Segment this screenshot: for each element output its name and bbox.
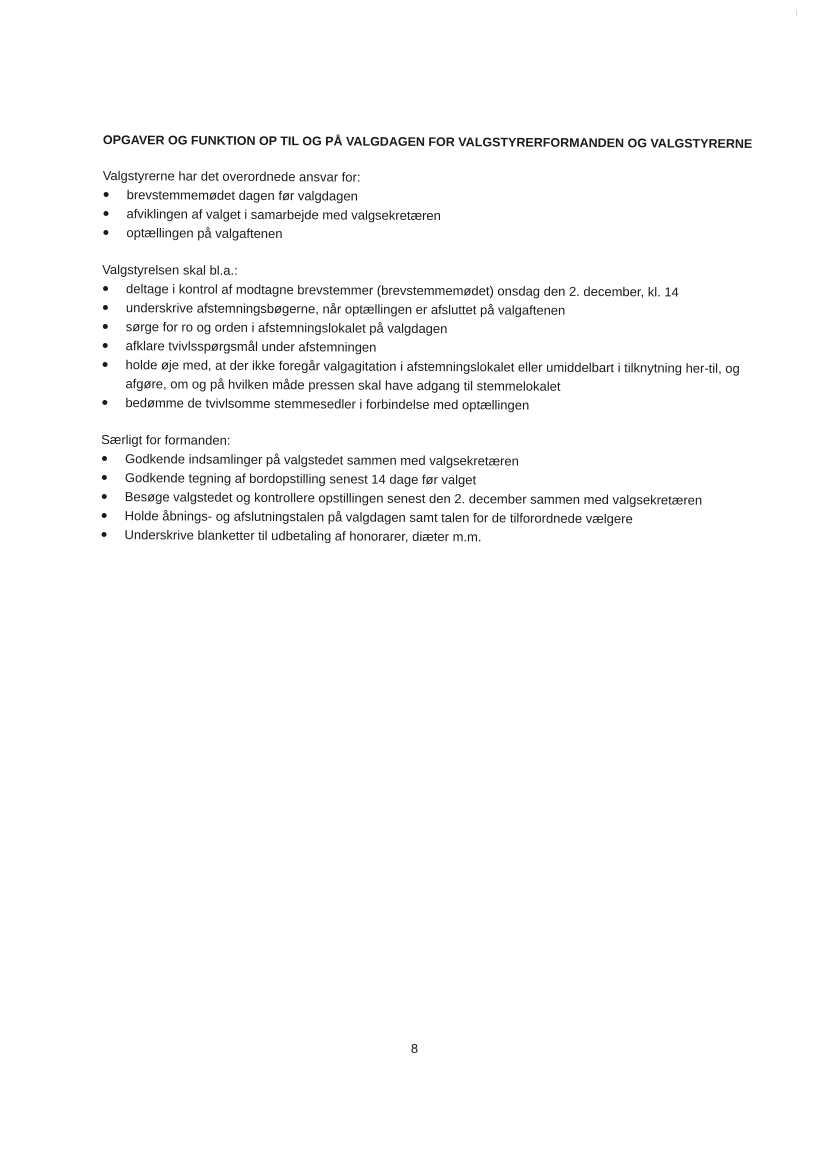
- section-valgstyrerne: [102, 166, 742, 246]
- list-item-text: Underskrive blanketter til udbetaling af honorarer, diæter m.m.: [124, 527, 482, 545]
- list-item-text: holde øje med, at der ikke foregår valgagitation i afstemningslokalet eller umiddelbart i tilknytning her-til, og afgøre, om og på hvilken måde pressen skal have adgang til stemmelokalet: [125, 357, 740, 394]
- list-item-text: sørge for ro og orden i afstemningslokalet på valgdagen: [125, 319, 448, 337]
- list-item-text: underskrive afstemningsbøgerne, når optællingen er afsluttet på valgaftenen: [125, 300, 566, 318]
- list-item: [101, 393, 741, 416]
- list-item-text: Godkende indsamlinger på valgstedet sammen med valgsekretæren: [124, 451, 519, 469]
- bullet-icon: [103, 230, 108, 235]
- bullet-list: [102, 185, 742, 246]
- bullet-icon: [103, 305, 108, 310]
- bullet-icon: [102, 475, 107, 480]
- list-item-text: brevstemmemødet dagen før valgdagen: [126, 187, 358, 204]
- section-intro: Valgstyrelsen skal bl.a.:: [102, 261, 238, 278]
- bullet-icon: [103, 343, 108, 348]
- scan-mark: [796, 10, 797, 16]
- bullet-icon: [102, 494, 107, 499]
- list-item-text: Holde åbnings- og afslutningstalen på valgdagen samt talen for de tilforordnede vælgere: [124, 508, 633, 527]
- document-heading: OPGAVER OG FUNKTION OP TIL OG PÅ VALGDAGEN FOR VALGSTYRERFORMANDEN OG VALGSTYRERNE: [102, 133, 753, 151]
- document-body: [100, 133, 753, 566]
- bullet-icon: [102, 456, 107, 461]
- bullet-icon: [103, 324, 108, 329]
- list-item-text: optællingen på valgaftenen: [126, 225, 283, 242]
- bullet-icon: [103, 286, 108, 291]
- list-item-text: Besøge valgstedet og kontrollere opstillingen senest den 2. december sammen med valgsekretæren: [124, 489, 703, 508]
- bullet-icon: [102, 400, 107, 405]
- list-item-text: bedømme de tvivlsomme stemmesedler i forbindelse med optællingen: [125, 395, 530, 413]
- list-item-text: afviklingen af valget i samarbejde med valgsekretæren: [126, 206, 441, 224]
- list-item-text: afklare tvivlsspørgsmål under afstemningen: [125, 338, 377, 355]
- section-valgstyrelsen: [101, 260, 742, 416]
- section-intro: Særligt for formanden:: [101, 431, 231, 448]
- list-item: [100, 525, 740, 548]
- bullet-icon: [102, 513, 107, 518]
- list-item-text: deltage i kontrol af modtagne brevstemmer (brevstemmemødet) onsdag den 2. december, kl. 14: [126, 281, 679, 300]
- bullet-icon: [103, 362, 108, 367]
- bullet-list: [101, 279, 742, 416]
- section-formanden: [100, 430, 741, 548]
- section-intro: Valgstyrerne har det overordnede ansvar for:: [102, 167, 361, 185]
- bullet-list: [100, 449, 741, 548]
- bullet-icon: [103, 211, 108, 216]
- list-item: [101, 355, 741, 397]
- list-item-text: Godkende tegning af bordopstilling senest 14 dage før valget: [124, 470, 477, 488]
- list-item: [102, 223, 742, 246]
- bullet-icon: [102, 532, 107, 537]
- page-number: 8: [410, 1041, 419, 1056]
- bullet-icon: [104, 192, 109, 197]
